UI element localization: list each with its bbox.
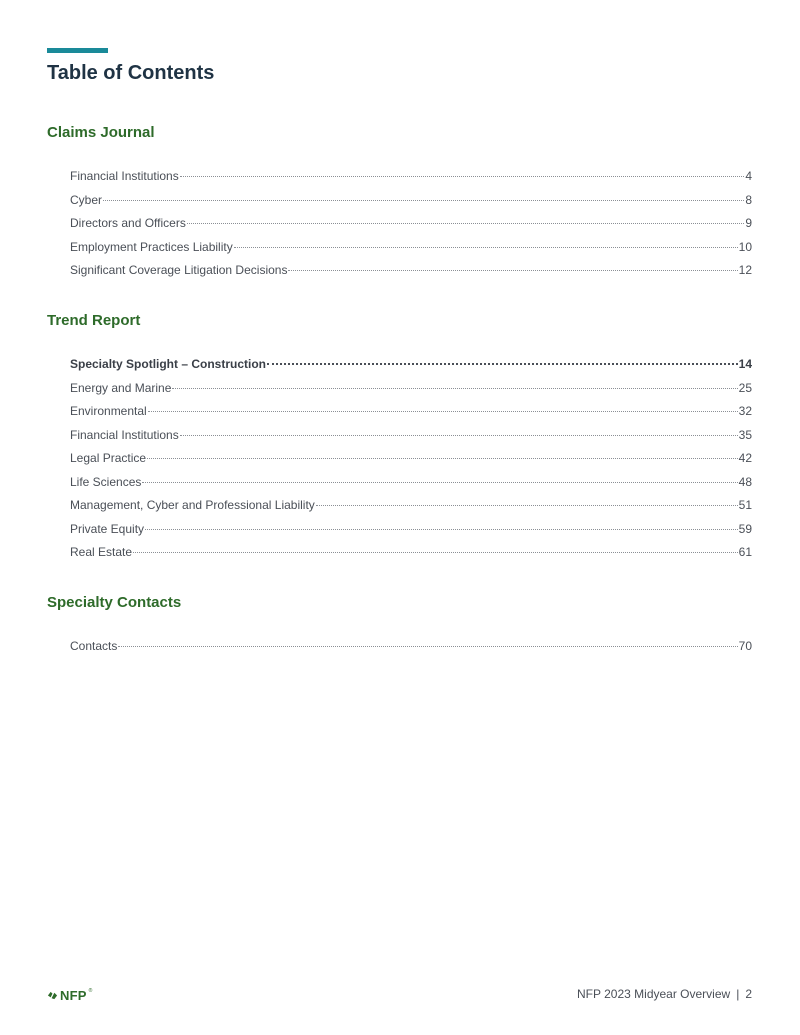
toc-entry[interactable] (70, 193, 752, 217)
toc-entry-page: 42 (738, 451, 752, 465)
toc-entry-featured[interactable] (70, 357, 752, 381)
toc-entry-title: Private Equity (70, 521, 145, 536)
dot-leader (187, 223, 744, 224)
toc-entry-title: Cyber (70, 192, 103, 207)
page-footer (577, 987, 752, 1001)
toc-entry-page: 10 (738, 239, 752, 254)
toc-entry[interactable] (70, 545, 752, 569)
section-trend-report (47, 309, 752, 569)
toc-entry-page: 70 (738, 639, 752, 653)
dot-leader (148, 411, 738, 412)
toc-entry[interactable] (70, 428, 752, 452)
title-accent-bar (47, 48, 108, 53)
dot-leader (267, 363, 738, 365)
toc-entry[interactable] (70, 451, 752, 475)
dot-leader (145, 529, 738, 530)
dot-leader (180, 176, 745, 177)
section-heading: Trend Report (47, 312, 141, 329)
toc-entry-page: 59 (738, 521, 752, 536)
toc-entry[interactable] (70, 381, 752, 405)
toc-entry-title: Financial Institutions (70, 169, 179, 183)
dot-leader (180, 435, 738, 436)
dot-leader (234, 247, 738, 248)
toc-entry[interactable] (70, 169, 752, 193)
page-number: 2 (745, 987, 752, 1001)
toc-entry-title: Life Sciences (70, 474, 142, 489)
toc-list (70, 357, 752, 569)
toc-entry-title: Significant Coverage Litigation Decisions (70, 263, 288, 277)
dot-leader (316, 505, 738, 506)
toc-entry[interactable] (70, 263, 752, 287)
toc-entry-title: Employment Practices Liability (70, 239, 233, 254)
section-specialty-contacts (47, 591, 752, 663)
dot-leader (288, 270, 737, 271)
nfp-leaf-icon (47, 990, 58, 1001)
toc-entry[interactable] (70, 475, 752, 499)
toc-entry-page: 4 (745, 169, 752, 183)
logo-text: NFP (60, 988, 87, 1003)
toc-entry[interactable] (70, 404, 752, 428)
toc-entry[interactable] (70, 216, 752, 240)
toc-entry-page: 12 (738, 263, 752, 277)
nfp-logo (47, 988, 92, 1003)
toc-entry-title: Environmental (70, 404, 147, 418)
page-title: Table of Contents (47, 62, 215, 84)
dot-leader (103, 200, 744, 201)
toc-entry-page: 14 (738, 357, 752, 371)
toc-entry-page: 48 (738, 474, 752, 489)
toc-list (70, 169, 752, 287)
toc-entry[interactable] (70, 639, 752, 663)
toc-entry-page: 25 (738, 380, 752, 395)
toc-entry-title: Contacts (70, 639, 118, 653)
toc-entry-title: Legal Practice (70, 451, 147, 465)
toc-entry-title: Real Estate (70, 545, 133, 559)
section-heading: Claims Journal (47, 124, 155, 141)
section-heading: Specialty Contacts (47, 594, 182, 611)
toc-list (70, 639, 752, 663)
toc-entry-title: Financial Institutions (70, 427, 179, 442)
toc-entry-page: 35 (738, 427, 752, 442)
toc-entry-title: Directors and Officers (70, 216, 186, 230)
dot-leader (172, 388, 737, 389)
dot-leader (142, 482, 737, 483)
document-label: NFP 2023 Midyear Overview (577, 987, 731, 1001)
toc-entry-title: Specialty Spotlight – Construction (70, 357, 267, 371)
toc-entry-page: 8 (745, 192, 752, 207)
footer-separator: | (736, 987, 740, 1001)
dot-leader (118, 646, 737, 647)
toc-entry[interactable] (70, 522, 752, 546)
toc-entry-page: 51 (738, 498, 752, 512)
section-claims-journal (47, 121, 752, 287)
toc-entry-page: 32 (738, 404, 752, 418)
registered-mark: ® (88, 987, 93, 994)
dot-leader (147, 458, 738, 459)
toc-entry[interactable] (70, 240, 752, 264)
dot-leader (133, 552, 738, 553)
toc-entry-title: Energy and Marine (70, 380, 172, 395)
toc-entry-page: 9 (745, 216, 752, 230)
toc-entry[interactable] (70, 498, 752, 522)
toc-entry-title: Management, Cyber and Professional Liability (70, 498, 315, 512)
toc-entry-page: 61 (738, 545, 752, 559)
